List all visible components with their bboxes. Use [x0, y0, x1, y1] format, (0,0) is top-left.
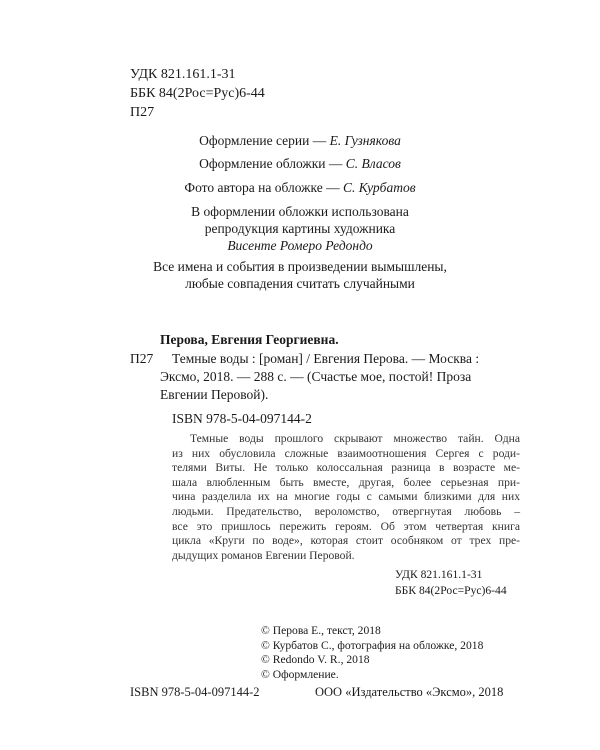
reproduction-line: В оформлении обложки использована — [191, 204, 409, 219]
entry-isbn: ISBN 978-5-04-097144-2 — [172, 411, 312, 426]
copyright-list — [261, 624, 483, 682]
copyright-line: © Оформление. — [261, 667, 339, 681]
credit-name: Е. Гузнякова — [329, 133, 401, 148]
annotation-paragraph — [172, 432, 520, 563]
annotation-line: Темные воды прошлого скрывают множество тайн. Одна — [190, 432, 520, 445]
entry-author-heading: Перова, Евгения Георгиевна. — [160, 332, 339, 347]
annotation-line: людьми. Предательство, вероломство, отвергнутая любовь – — [172, 504, 520, 518]
fiction-disclaimer — [0, 258, 600, 292]
annotation-line: телями Виты. Не только колоссальная разница в возрасте ме- — [172, 461, 520, 475]
copyright-line: © Redondo V. R., 2018 — [261, 653, 370, 666]
annotation-line: шала влюбленным быть вместе, другая, более серьезная при- — [172, 475, 520, 489]
credit-name: С. Курбатов — [342, 180, 416, 195]
credit-author-photo — [0, 180, 600, 196]
credit-name: С. Власов — [345, 156, 401, 171]
annotation-line: все это пришлось пережить героям. Об этом четвертая книга — [172, 519, 520, 533]
reproduction-note — [0, 203, 600, 254]
entry-line: Евгении Перовой). — [160, 387, 269, 402]
bottom-bbk-code: ББК 84(2Рос=Рус)6-44 — [395, 584, 507, 597]
entry-line: Темные воды : [роман] / Евгения Перова. — Москва : — [172, 351, 480, 366]
annotation-line: чина разделила их на многие годы с самыми близкими для них — [172, 490, 520, 504]
annotation-line: цикла «Круги по воде», которая стоит особняком от трех пре- — [172, 534, 520, 548]
footer-isbn: ISBN 978-5-04-097144-2 — [130, 685, 260, 699]
credit-series-design — [0, 133, 600, 149]
reproduction-line: репродукция картины художника — [204, 221, 396, 236]
copyright-line: © Перова Е., текст, 2018 — [261, 624, 381, 637]
annotation-line: из них обусловила сложные взаимоотношения Сергея с роди- — [172, 446, 520, 460]
author-mark: П27 — [130, 105, 155, 120]
entry-author-mark: П27 — [130, 351, 154, 366]
bottom-udk-code: УДК 821.161.1-31 — [395, 568, 483, 581]
reproduction-artist: Висенте Ромеро Редондо — [227, 238, 373, 253]
credit-label: Фото автора на обложке — — [184, 180, 343, 195]
credit-cover-design — [0, 156, 600, 172]
credit-label: Оформление серии — — [199, 133, 330, 148]
disclaimer-line: Все имена и события в произведении вымышлены, — [153, 259, 447, 274]
copyright-line: © Курбатов С., фотография на обложке, 2018 — [261, 638, 484, 652]
credit-label: Оформление обложки — — [199, 156, 346, 171]
entry-line: Эксмо, 2018. — 288 с. — (Счастье мое, постой! Проза — [160, 369, 472, 384]
annotation-line: дыдущих романов Евгении Перовой. — [172, 548, 355, 562]
udk-code: УДК 821.161.1-31 — [130, 67, 236, 82]
bbk-code: ББК 84(2Рос=Рус)6-44 — [130, 86, 265, 101]
disclaimer-line: любые совпадения считать случайными — [185, 276, 415, 291]
footer-publisher: ООО «Издательство «Эксмо», 2018 — [315, 685, 504, 699]
